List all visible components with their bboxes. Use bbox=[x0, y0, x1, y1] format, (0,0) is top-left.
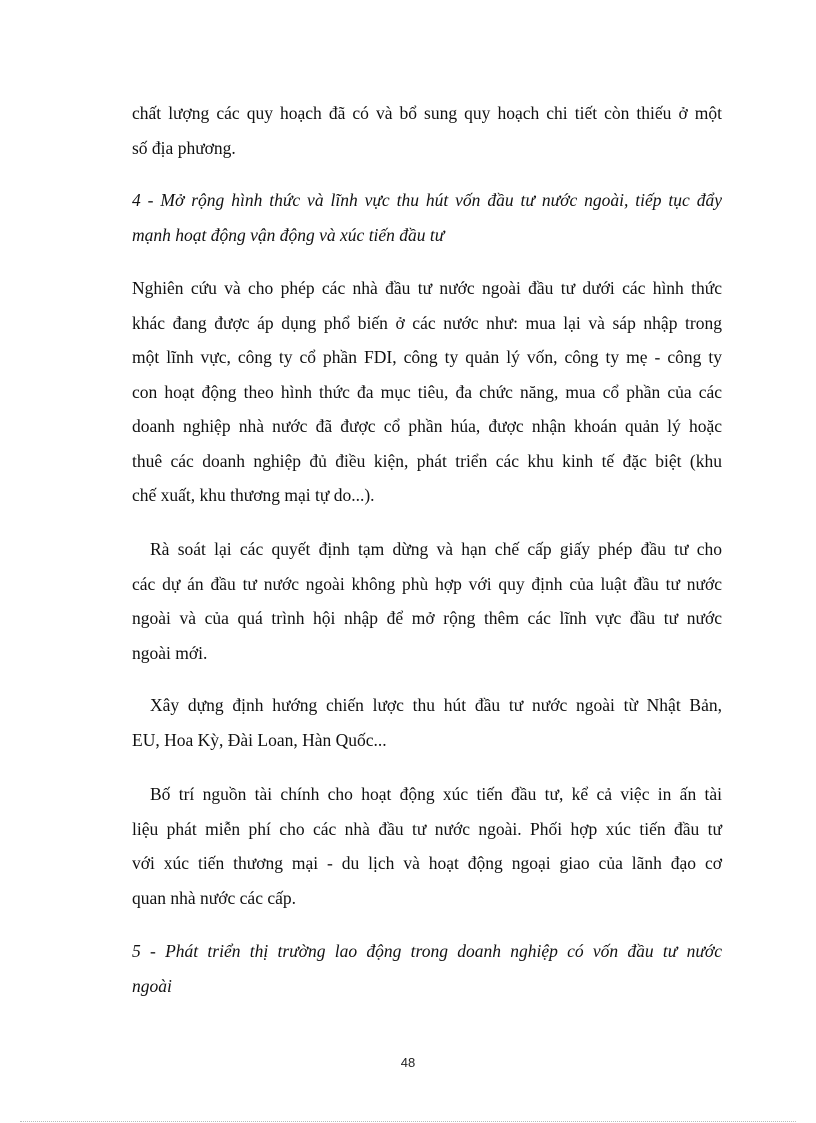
text-line: quan nhà nước các cấp. bbox=[132, 887, 297, 908]
text-line: doanh nghiệp nhà nước đã được cổ phần húa, được nhận khoán quản lý hoặc bbox=[132, 416, 722, 436]
page-number: 48 bbox=[400, 1055, 416, 1070]
text-line: thuê các doanh nghiệp đủ điều kiện, phát triển các khu kinh tế đặc biệt (khu bbox=[132, 450, 722, 471]
text-line: Rà soát lại các quyết định tạm dừng và hạn chế cấp giấy phép đầu tư cho bbox=[150, 539, 722, 559]
text-line: mạnh hoạt động vận động và xúc tiến đầu tư bbox=[132, 224, 445, 245]
text-line: 5 - Phát triển thị trường lao động trong doanh nghiệp có vốn đầu tư nước bbox=[132, 941, 722, 961]
text-line: liệu phát miễn phí cho các nhà đầu tư nước ngoài. Phối hợp xúc tiến đầu tư bbox=[132, 818, 722, 839]
text-line: 4 - Mở rộng hình thức và lĩnh vực thu hút vốn đầu tư nước ngoài, tiếp tục đẩy bbox=[132, 190, 722, 210]
text-line: EU, Hoa Kỳ, Đài Loan, Hàn Quốc... bbox=[132, 729, 387, 750]
text-line: chất lượng các quy hoạch đã có và bổ sung quy hoạch chi tiết còn thiếu ở một bbox=[132, 103, 722, 123]
text-line: con hoạt động theo hình thức đa mục tiêu, đa chức năng, mua cổ phần của các bbox=[132, 381, 722, 402]
paragraph-research-investment-forms bbox=[132, 271, 722, 513]
paragraph-planning-quality bbox=[132, 96, 722, 165]
text-line: các dự án đầu tư nước ngoài không phù hợp với quy định của luật đầu tư nước bbox=[132, 573, 722, 594]
text-line: Nghiên cứu và cho phép các nhà đầu tư nước ngoài đầu tư dưới các hình thức bbox=[132, 278, 722, 298]
text-line: khác đang được áp dụng phổ biến ở các nước như: mua lại và sáp nhập trong bbox=[132, 312, 722, 333]
text-line: với xúc tiến thương mại - du lịch và hoạt động ngoại giao của lãnh đạo cơ bbox=[132, 853, 722, 873]
section-heading-4 bbox=[132, 183, 722, 252]
paragraph-strategy-orientation bbox=[132, 688, 722, 757]
section-heading-5 bbox=[132, 934, 722, 1003]
footer-divider bbox=[20, 1121, 796, 1122]
paragraph-financial-resources bbox=[132, 777, 722, 915]
text-line: ngoài mới. bbox=[132, 642, 208, 663]
text-line: chế xuất, khu thương mại tự do...). bbox=[132, 485, 375, 505]
text-line: một lĩnh vực, công ty cổ phần FDI, công ty quản lý vốn, công ty mẹ - công ty bbox=[132, 347, 722, 367]
text-line: số địa phương. bbox=[132, 137, 236, 158]
text-line: ngoài bbox=[132, 975, 172, 996]
text-line: Bố trí nguồn tài chính cho hoạt động xúc tiến đầu tư, kể cả việc in ấn tài bbox=[150, 784, 722, 804]
paragraph-review-decisions bbox=[132, 532, 722, 670]
text-line: ngoài và của quá trình hội nhập để mở rộng thêm các lĩnh vực đầu tư nước bbox=[132, 608, 722, 628]
text-line: Xây dựng định hướng chiến lược thu hút đầu tư nước ngoài từ Nhật Bản, bbox=[150, 695, 722, 715]
